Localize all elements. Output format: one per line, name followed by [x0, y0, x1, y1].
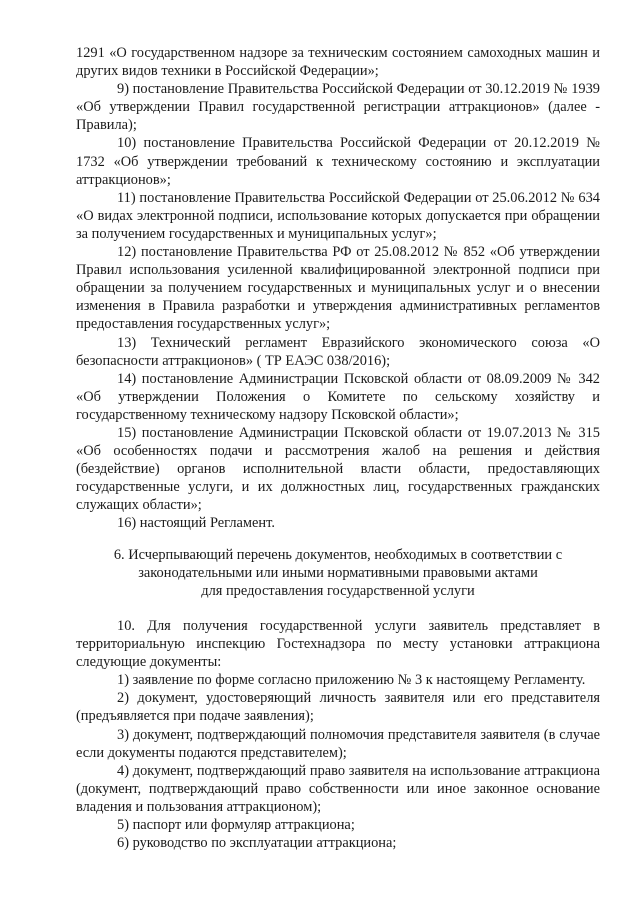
list-item-15: 15) постановление Администрации Псковской области от 19.07.2013 № 315 «Об особенностях подачи и рассмотрения жалоб на решения и действия (бездействие) органов исполнительной власти области, предоставляющих государственные услуги, и их должностных лиц, государственных гражданских служащих области»;: [76, 424, 600, 514]
list-item-8-continuation: 1291 «О государственном надзоре за техническим состоянием самоходных машин и других видов техники в Российской Федерации»;: [76, 45, 600, 80]
list-item-14: 14) постановление Администрации Псковской области от 08.09.2009 № 342 «Об утверждении Положения о Комитете по сельскому хозяйству и государственному техническому надзору Псковской области»;: [76, 370, 600, 423]
list-item-9: 9) постановление Правительства Российской Федерации от 30.12.2019 № 1939 «Об утверждении Правил государственной регистрации аттракционов» (далее - Правила);: [76, 81, 600, 134]
list-item-16: 16) настоящий Регламент.: [117, 515, 275, 532]
document-item-6: 6) руководство по эксплуатации аттракциона;: [117, 835, 397, 852]
list-item-10: 10) постановление Правительства Российской Федерации от 20.12.2019 № 1732 «Об утверждении требований к техническому состоянию и эксплуатации аттракционов»;: [76, 135, 600, 188]
section-heading: [76, 546, 600, 600]
legal-basis-list: [76, 44, 600, 533]
document-item-2: 2) документ, удостоверяющий личность заявителя или его представителя (предъявляется при подаче заявления);: [76, 690, 600, 725]
documents-list: [76, 617, 600, 852]
document-item-1: 1) заявление по форме согласно приложению № 3 к настоящему Регламенту.: [117, 672, 586, 689]
list-item-11: 11) постановление Правительства Российской Федерации от 25.06.2012 № 634 «О видах электронной подписи, использование которых допускается при обращении за получением государственных и муниципальных услуг»;: [76, 189, 600, 242]
clause-10-intro: 10. Для получения государственной услуги заявитель представляет в территориальную инспекцию Гостехнадзора по месту установки аттракциона следующие документы:: [76, 618, 600, 671]
document-item-3: 3) документ, подтверждающий полномочия представителя заявителя (в случае если документы подаются представителем);: [76, 726, 600, 761]
section-heading-line-1: 6. Исчерпывающий перечень документов, необходимых в соответствии с: [113, 547, 563, 563]
list-item-12: 12) постановление Правительства РФ от 25.08.2012 № 852 «Об утверждении Правил использования усиленной квалифицированной электронной подписи при обращении за получением государственных и муниципальных услуг и о внесении изменения в Правила разработки и утверждения административных регламентов предоставления государственных услуг»;: [76, 244, 600, 333]
list-item-13: 13) Технический регламент Евразийского экономического союза «О безопасности аттракционов» ( ТР ЕАЭС 038/2016);: [76, 334, 600, 369]
document-item-5: 5) паспорт или формуляр аттракциона;: [117, 817, 355, 834]
section-heading-line-2: законодательными или иными нормативными правовыми актами: [138, 565, 538, 582]
document-item-4: 4) документ, подтверждающий право заявителя на использование аттракциона (документ, подтверждающий право собственности или иное законное основание владения и пользования аттракционом);: [76, 762, 600, 815]
section-heading-line-3: для предоставления государственной услуги: [201, 583, 475, 600]
